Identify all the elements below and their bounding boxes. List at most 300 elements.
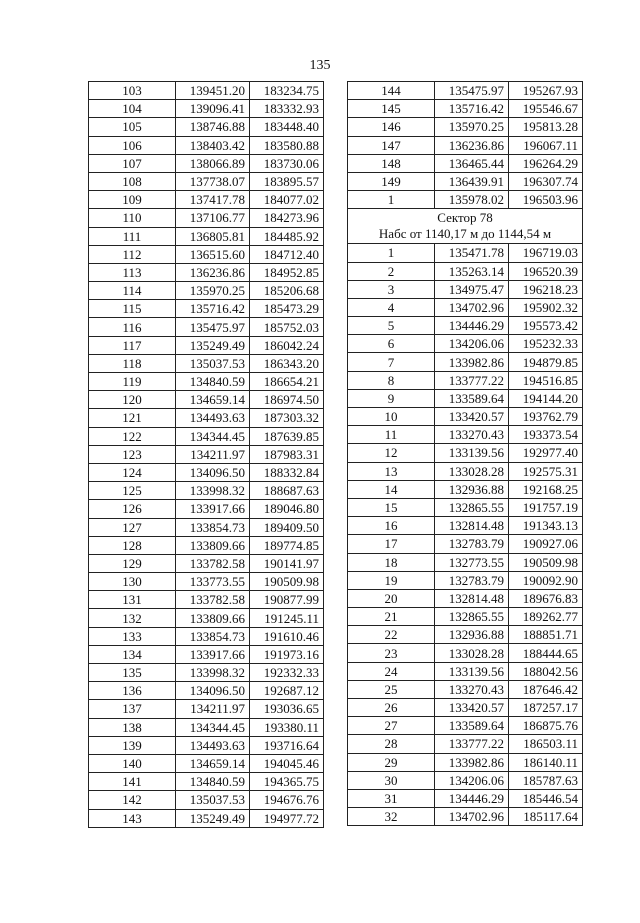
x-coordinate: 134096.50 — [176, 463, 250, 481]
sector-header-row — [348, 209, 583, 244]
y-coordinate: 185787.63 — [509, 771, 583, 789]
x-coordinate: 135263.14 — [435, 262, 509, 280]
table-row — [89, 791, 324, 809]
table-row — [89, 118, 324, 136]
y-coordinate: 189262.77 — [509, 608, 583, 626]
y-coordinate: 186042.24 — [250, 336, 324, 354]
x-coordinate: 132814.48 — [435, 589, 509, 607]
table-row — [89, 318, 324, 336]
y-coordinate: 194676.76 — [250, 791, 324, 809]
point-number: 109 — [89, 191, 176, 209]
table-row — [89, 445, 324, 463]
x-coordinate: 138403.42 — [176, 136, 250, 154]
point-number: 132 — [89, 609, 176, 627]
y-coordinate: 193716.64 — [250, 736, 324, 754]
y-coordinate: 184485.92 — [250, 227, 324, 245]
point-number: 18 — [348, 553, 435, 571]
y-coordinate: 195573.42 — [509, 317, 583, 335]
table-row — [348, 717, 583, 735]
x-coordinate: 133420.57 — [435, 699, 509, 717]
x-coordinate: 134840.59 — [176, 773, 250, 791]
y-coordinate: 187646.42 — [509, 680, 583, 698]
point-number: 30 — [348, 771, 435, 789]
y-coordinate: 195546.67 — [509, 100, 583, 118]
y-coordinate: 194365.75 — [250, 773, 324, 791]
table-row — [89, 773, 324, 791]
x-coordinate: 134206.06 — [435, 335, 509, 353]
point-number: 7 — [348, 353, 435, 371]
point-number: 5 — [348, 317, 435, 335]
table-row — [348, 335, 583, 353]
table-row — [348, 535, 583, 553]
point-number: 122 — [89, 427, 176, 445]
table-row — [348, 100, 583, 118]
y-coordinate: 187983.31 — [250, 445, 324, 463]
point-number: 137 — [89, 700, 176, 718]
x-coordinate: 135037.53 — [176, 354, 250, 372]
point-number: 127 — [89, 518, 176, 536]
point-number: 120 — [89, 391, 176, 409]
point-number: 15 — [348, 498, 435, 516]
y-coordinate: 196264.29 — [509, 154, 583, 172]
y-coordinate: 196307.74 — [509, 172, 583, 190]
x-coordinate: 136236.86 — [435, 136, 509, 154]
table-row — [348, 444, 583, 462]
table-row — [348, 118, 583, 136]
table-row — [89, 373, 324, 391]
x-coordinate: 137417.78 — [176, 191, 250, 209]
point-number: 114 — [89, 282, 176, 300]
point-number: 148 — [348, 154, 435, 172]
table-row — [89, 518, 324, 536]
sector-header-group — [348, 209, 583, 244]
x-coordinate: 134493.63 — [176, 409, 250, 427]
table-row — [348, 753, 583, 771]
y-coordinate: 187257.17 — [509, 699, 583, 717]
x-coordinate: 133782.58 — [176, 591, 250, 609]
table-row — [89, 354, 324, 372]
point-number: 25 — [348, 680, 435, 698]
point-number: 113 — [89, 263, 176, 281]
table-row — [89, 154, 324, 172]
point-number: 130 — [89, 573, 176, 591]
point-number: 136 — [89, 682, 176, 700]
point-number: 142 — [89, 791, 176, 809]
x-coordinate: 136439.91 — [435, 172, 509, 190]
point-number: 17 — [348, 535, 435, 553]
table-row — [89, 82, 324, 100]
table-row — [89, 609, 324, 627]
x-coordinate: 133982.86 — [435, 753, 509, 771]
point-number: 145 — [348, 100, 435, 118]
y-coordinate: 196218.23 — [509, 280, 583, 298]
point-number: 131 — [89, 591, 176, 609]
y-coordinate: 196503.96 — [509, 191, 583, 209]
point-number: 32 — [348, 808, 435, 826]
point-number: 144 — [348, 82, 435, 100]
point-number: 119 — [89, 373, 176, 391]
table-row — [348, 626, 583, 644]
point-number: 129 — [89, 554, 176, 572]
table-row — [89, 645, 324, 663]
y-coordinate: 188444.65 — [509, 644, 583, 662]
table-row — [89, 591, 324, 609]
x-coordinate: 134344.45 — [176, 718, 250, 736]
x-coordinate: 136805.81 — [176, 227, 250, 245]
x-coordinate: 135970.25 — [435, 118, 509, 136]
y-coordinate: 186974.50 — [250, 391, 324, 409]
table-row — [89, 300, 324, 318]
y-coordinate: 191343.13 — [509, 517, 583, 535]
y-coordinate: 184952.85 — [250, 263, 324, 281]
table-row — [89, 100, 324, 118]
y-coordinate: 196067.11 — [509, 136, 583, 154]
point-number: 105 — [89, 118, 176, 136]
x-coordinate: 134211.97 — [176, 445, 250, 463]
point-number: 28 — [348, 735, 435, 753]
x-coordinate: 133270.43 — [435, 680, 509, 698]
y-coordinate: 195813.28 — [509, 118, 583, 136]
x-coordinate: 135716.42 — [435, 100, 509, 118]
x-coordinate: 135471.78 — [435, 244, 509, 262]
y-coordinate: 189046.80 — [250, 500, 324, 518]
table-row — [348, 498, 583, 516]
y-coordinate: 195267.93 — [509, 82, 583, 100]
table-row — [348, 808, 583, 826]
point-number: 4 — [348, 298, 435, 316]
x-coordinate: 134840.59 — [176, 373, 250, 391]
point-number: 26 — [348, 699, 435, 717]
x-coordinate: 138746.88 — [176, 118, 250, 136]
table-row — [89, 500, 324, 518]
y-coordinate: 191610.46 — [250, 627, 324, 645]
table-row — [89, 427, 324, 445]
y-coordinate: 186654.21 — [250, 373, 324, 391]
point-number: 124 — [89, 463, 176, 481]
point-number: 24 — [348, 662, 435, 680]
x-coordinate: 133777.22 — [435, 371, 509, 389]
point-number: 1 — [348, 191, 435, 209]
x-coordinate: 135249.49 — [176, 336, 250, 354]
y-coordinate: 190509.98 — [509, 553, 583, 571]
y-coordinate: 192977.40 — [509, 444, 583, 462]
point-number: 20 — [348, 589, 435, 607]
table-row — [89, 700, 324, 718]
point-number: 19 — [348, 571, 435, 589]
y-coordinate: 183448.40 — [250, 118, 324, 136]
table-row — [348, 244, 583, 262]
y-coordinate: 191757.19 — [509, 498, 583, 516]
x-coordinate: 133917.66 — [176, 500, 250, 518]
x-coordinate: 133777.22 — [435, 735, 509, 753]
point-number: 123 — [89, 445, 176, 463]
table-row — [89, 463, 324, 481]
point-number: 135 — [89, 664, 176, 682]
table-row — [348, 662, 583, 680]
point-number: 118 — [89, 354, 176, 372]
x-coordinate: 133420.57 — [435, 408, 509, 426]
x-coordinate: 133998.32 — [176, 482, 250, 500]
table-row — [348, 789, 583, 807]
table-row — [89, 282, 324, 300]
table-row — [89, 336, 324, 354]
table-row — [348, 353, 583, 371]
point-number: 104 — [89, 100, 176, 118]
y-coordinate: 187639.85 — [250, 427, 324, 445]
x-coordinate: 133589.64 — [435, 389, 509, 407]
x-coordinate: 132783.79 — [435, 535, 509, 553]
y-coordinate: 193373.54 — [509, 426, 583, 444]
coordinates-table-left-body — [89, 82, 324, 828]
y-coordinate: 194516.85 — [509, 371, 583, 389]
y-coordinate: 184712.40 — [250, 245, 324, 263]
x-coordinate: 134659.14 — [176, 391, 250, 409]
y-coordinate: 191973.16 — [250, 645, 324, 663]
y-coordinate: 188851.71 — [509, 626, 583, 644]
x-coordinate: 138066.89 — [176, 154, 250, 172]
point-number: 115 — [89, 300, 176, 318]
point-number: 146 — [348, 118, 435, 136]
point-number: 149 — [348, 172, 435, 190]
y-coordinate: 185473.29 — [250, 300, 324, 318]
point-number: 1 — [348, 244, 435, 262]
y-coordinate: 183234.75 — [250, 82, 324, 100]
x-coordinate: 134659.14 — [176, 754, 250, 772]
table-row — [89, 736, 324, 754]
point-number: 23 — [348, 644, 435, 662]
page-number: 135 — [309, 58, 331, 73]
table-row — [348, 317, 583, 335]
table-row — [89, 573, 324, 591]
y-coordinate: 183895.57 — [250, 172, 324, 190]
x-coordinate: 134344.45 — [176, 427, 250, 445]
point-number: 103 — [89, 82, 176, 100]
x-coordinate: 134096.50 — [176, 682, 250, 700]
y-coordinate: 186140.11 — [509, 753, 583, 771]
x-coordinate: 132814.48 — [435, 517, 509, 535]
y-coordinate: 184077.02 — [250, 191, 324, 209]
table-row — [348, 280, 583, 298]
y-coordinate: 183580.88 — [250, 136, 324, 154]
point-number: 2 — [348, 262, 435, 280]
y-coordinate: 185206.68 — [250, 282, 324, 300]
point-number: 143 — [89, 809, 176, 827]
table-row — [348, 389, 583, 407]
table-row — [89, 554, 324, 572]
table-row — [348, 735, 583, 753]
y-coordinate: 183332.93 — [250, 100, 324, 118]
y-coordinate: 195232.33 — [509, 335, 583, 353]
x-coordinate: 134206.06 — [435, 771, 509, 789]
point-number: 27 — [348, 717, 435, 735]
point-number: 9 — [348, 389, 435, 407]
point-number: 138 — [89, 718, 176, 736]
y-coordinate: 186503.11 — [509, 735, 583, 753]
point-number: 107 — [89, 154, 176, 172]
point-number: 10 — [348, 408, 435, 426]
point-number: 116 — [89, 318, 176, 336]
x-coordinate: 134975.47 — [435, 280, 509, 298]
table-row — [348, 571, 583, 589]
x-coordinate: 134702.96 — [435, 808, 509, 826]
x-coordinate: 133782.58 — [176, 554, 250, 572]
x-coordinate: 132936.88 — [435, 626, 509, 644]
x-coordinate: 134211.97 — [176, 700, 250, 718]
x-coordinate: 136515.60 — [176, 245, 250, 263]
x-coordinate: 132783.79 — [435, 571, 509, 589]
point-number: 121 — [89, 409, 176, 427]
y-coordinate: 194045.46 — [250, 754, 324, 772]
table-row — [348, 680, 583, 698]
x-coordinate: 132936.88 — [435, 480, 509, 498]
point-number: 141 — [89, 773, 176, 791]
table-row — [89, 227, 324, 245]
x-coordinate: 134702.96 — [435, 298, 509, 316]
x-coordinate: 136236.86 — [176, 263, 250, 281]
sector-header — [348, 209, 583, 244]
y-coordinate: 189774.85 — [250, 536, 324, 554]
point-number: 3 — [348, 280, 435, 298]
x-coordinate: 133982.86 — [435, 353, 509, 371]
table-row — [348, 699, 583, 717]
point-number: 11 — [348, 426, 435, 444]
x-coordinate: 133809.66 — [176, 536, 250, 554]
y-coordinate: 193762.79 — [509, 408, 583, 426]
x-coordinate: 133998.32 — [176, 664, 250, 682]
point-number: 111 — [89, 227, 176, 245]
y-coordinate: 183730.06 — [250, 154, 324, 172]
x-coordinate: 135978.02 — [435, 191, 509, 209]
y-coordinate: 190927.06 — [509, 535, 583, 553]
point-number: 6 — [348, 335, 435, 353]
y-coordinate: 184273.96 — [250, 209, 324, 227]
x-coordinate: 135475.97 — [176, 318, 250, 336]
table-row — [348, 644, 583, 662]
y-coordinate: 189676.83 — [509, 589, 583, 607]
sector-range: Набс от 1140,17 м до 1144,54 м — [378, 226, 552, 242]
table-row — [89, 536, 324, 554]
point-number: 29 — [348, 753, 435, 771]
table-row — [348, 408, 583, 426]
y-coordinate: 194977.72 — [250, 809, 324, 827]
y-coordinate: 195902.32 — [509, 298, 583, 316]
x-coordinate: 139096.41 — [176, 100, 250, 118]
y-coordinate: 188042.56 — [509, 662, 583, 680]
y-coordinate: 196520.39 — [509, 262, 583, 280]
point-number: 112 — [89, 245, 176, 263]
table-row — [348, 154, 583, 172]
y-coordinate: 192332.33 — [250, 664, 324, 682]
x-coordinate: 135716.42 — [176, 300, 250, 318]
coordinates-table-right — [347, 81, 583, 826]
x-coordinate: 132865.55 — [435, 498, 509, 516]
x-coordinate: 132865.55 — [435, 608, 509, 626]
x-coordinate: 133854.73 — [176, 518, 250, 536]
table-row — [348, 517, 583, 535]
table-row — [348, 191, 583, 209]
table-row — [89, 209, 324, 227]
table-row — [89, 136, 324, 154]
table-row — [348, 262, 583, 280]
y-coordinate: 191245.11 — [250, 609, 324, 627]
table-row — [348, 462, 583, 480]
y-coordinate: 188332.84 — [250, 463, 324, 481]
point-number: 147 — [348, 136, 435, 154]
y-coordinate: 185446.54 — [509, 789, 583, 807]
x-coordinate: 133917.66 — [176, 645, 250, 663]
y-coordinate: 186343.20 — [250, 354, 324, 372]
y-coordinate: 192168.25 — [509, 480, 583, 498]
point-number: 108 — [89, 172, 176, 190]
point-number: 12 — [348, 444, 435, 462]
table-row — [89, 263, 324, 281]
point-number: 133 — [89, 627, 176, 645]
table-row — [89, 754, 324, 772]
point-number: 140 — [89, 754, 176, 772]
x-coordinate: 132773.55 — [435, 553, 509, 571]
point-number: 31 — [348, 789, 435, 807]
point-number: 128 — [89, 536, 176, 554]
y-coordinate: 190092.90 — [509, 571, 583, 589]
coordinates-table-right-top-body — [348, 82, 583, 209]
x-coordinate: 135037.53 — [176, 791, 250, 809]
table-row — [89, 718, 324, 736]
table-row — [89, 682, 324, 700]
table-row — [89, 809, 324, 827]
x-coordinate: 134493.63 — [176, 736, 250, 754]
table-row — [348, 136, 583, 154]
point-number: 22 — [348, 626, 435, 644]
x-coordinate: 133028.28 — [435, 644, 509, 662]
point-number: 134 — [89, 645, 176, 663]
x-coordinate: 133854.73 — [176, 627, 250, 645]
x-coordinate: 135475.97 — [435, 82, 509, 100]
table-row — [348, 82, 583, 100]
table-row — [348, 426, 583, 444]
x-coordinate: 137738.07 — [176, 172, 250, 190]
x-coordinate: 133270.43 — [435, 426, 509, 444]
x-coordinate: 133589.64 — [435, 717, 509, 735]
y-coordinate: 190877.99 — [250, 591, 324, 609]
table-row — [89, 409, 324, 427]
point-number: 106 — [89, 136, 176, 154]
x-coordinate: 135970.25 — [176, 282, 250, 300]
coordinates-table-left — [88, 81, 324, 828]
x-coordinate: 133809.66 — [176, 609, 250, 627]
point-number: 125 — [89, 482, 176, 500]
y-coordinate: 190509.98 — [250, 573, 324, 591]
y-coordinate: 192687.12 — [250, 682, 324, 700]
table-row — [89, 482, 324, 500]
y-coordinate: 187303.32 — [250, 409, 324, 427]
y-coordinate: 196719.03 — [509, 244, 583, 262]
table-row — [348, 480, 583, 498]
point-number: 110 — [89, 209, 176, 227]
point-number: 14 — [348, 480, 435, 498]
table-row — [89, 627, 324, 645]
point-number: 16 — [348, 517, 435, 535]
y-coordinate: 188687.63 — [250, 482, 324, 500]
table-row — [348, 589, 583, 607]
x-coordinate: 136465.44 — [435, 154, 509, 172]
y-coordinate: 185752.03 — [250, 318, 324, 336]
y-coordinate: 189409.50 — [250, 518, 324, 536]
sector-title: Сектор 78 — [437, 210, 493, 226]
point-number: 126 — [89, 500, 176, 518]
x-coordinate: 134446.29 — [435, 789, 509, 807]
point-number: 139 — [89, 736, 176, 754]
table-row — [348, 371, 583, 389]
